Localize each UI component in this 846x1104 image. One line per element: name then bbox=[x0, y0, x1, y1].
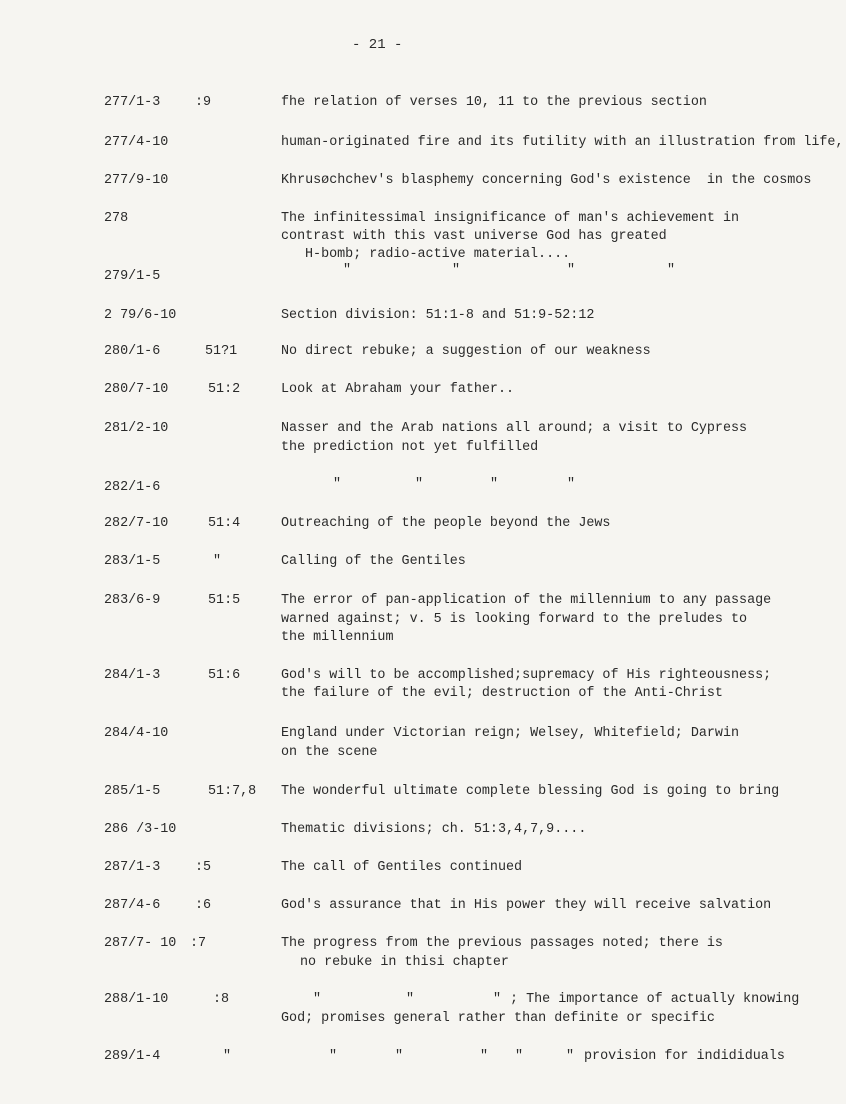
ditto-mark: " bbox=[566, 1049, 575, 1064]
verse-reference: :6 bbox=[195, 898, 212, 913]
verse-reference: :9 bbox=[195, 95, 212, 110]
note-text: God's will to be accomplished;supremacy of His righteousness; bbox=[281, 668, 772, 683]
verse-reference: " bbox=[213, 554, 222, 569]
verse-reference: 51?1 bbox=[205, 344, 238, 359]
ditto-mark: " bbox=[452, 263, 461, 278]
note-text: the millennium bbox=[281, 630, 394, 645]
verse-reference: :7 bbox=[190, 936, 207, 951]
ditto-mark: " bbox=[343, 263, 352, 278]
note-text: Outreaching of the people beyond the Jews bbox=[281, 516, 611, 531]
ditto-mark: " bbox=[567, 263, 576, 278]
page-reference: 286 /3-10 bbox=[104, 822, 177, 837]
verse-reference: 51:7,8 bbox=[208, 784, 257, 799]
note-text: No direct rebuke; a suggestion of our weakness bbox=[281, 344, 651, 359]
note-text: The progress from the previous passages noted; there is bbox=[281, 936, 723, 951]
ditto-mark: " bbox=[415, 477, 424, 492]
note-text: the failure of the evil; destruction of the Anti-Christ bbox=[281, 686, 723, 701]
ditto-mark: " bbox=[313, 992, 322, 1007]
page-reference: 282/7-10 bbox=[104, 516, 169, 531]
verse-reference: 51:6 bbox=[208, 668, 241, 683]
note-text: on the scene bbox=[281, 745, 378, 760]
verse-reference: :5 bbox=[195, 860, 212, 875]
note-text: provision for indididuals bbox=[584, 1049, 785, 1064]
note-text: Section division: 51:1-8 and 51:9-52:12 bbox=[281, 308, 595, 323]
ditto-mark: " bbox=[406, 992, 415, 1007]
page-reference: 278 bbox=[104, 211, 129, 226]
ditto-mark: " bbox=[480, 1049, 489, 1064]
page-reference: 284/1-3 bbox=[104, 668, 161, 683]
ditto-mark: " bbox=[329, 1049, 338, 1064]
page-reference: 285/1-5 bbox=[104, 784, 161, 799]
verse-reference: 51:2 bbox=[208, 382, 241, 397]
note-text: God; promises general rather than definite or specific bbox=[281, 1011, 715, 1026]
note-text: fhe relation of verses 10, 11 to the previous section bbox=[281, 95, 707, 110]
page-reference: 277/1-3 bbox=[104, 95, 161, 110]
ditto-mark: " bbox=[395, 1049, 404, 1064]
page-reference: 2 79/6-10 bbox=[104, 308, 177, 323]
note-text: no rebuke in thisi chapter bbox=[300, 955, 509, 970]
ditto-mark: " bbox=[515, 1049, 524, 1064]
note-text: Khrusøchchev's blasphemy concerning God's existence in the cosmos bbox=[281, 173, 812, 188]
page-reference: 280/1-6 bbox=[104, 344, 161, 359]
note-text: Look at Abraham your father.. bbox=[281, 382, 515, 397]
page-reference: 287/7- 10 bbox=[104, 936, 177, 951]
note-text: God's assurance that in His power they will receive salvation bbox=[281, 898, 772, 913]
note-text: The wonderful ultimate complete blessing God is going to bring bbox=[281, 784, 780, 799]
note-text: Thematic divisions; ch. 51:3,4,7,9.... bbox=[281, 822, 587, 837]
page-reference: 277/4-10 bbox=[104, 135, 169, 150]
verse-reference: 51:5 bbox=[208, 593, 241, 608]
ditto-mark: " bbox=[333, 477, 342, 492]
ditto-mark: " bbox=[567, 477, 576, 492]
page-reference: 287/4-6 bbox=[104, 898, 161, 913]
ditto-mark: " bbox=[490, 477, 499, 492]
page-reference: 284/4-10 bbox=[104, 726, 169, 741]
page-reference: 281/2-10 bbox=[104, 421, 169, 436]
page-reference: 279/1-5 bbox=[104, 269, 161, 284]
note-text: human-originated fire and its futility with an illustration from life, bbox=[281, 135, 844, 150]
note-text: Calling of the Gentiles bbox=[281, 554, 466, 569]
note-text: England under Victorian reign; Welsey, Whitefield; Darwin bbox=[281, 726, 740, 741]
note-text: Nasser and the Arab nations all around; a visit to Cypress bbox=[281, 421, 748, 436]
verse-reference: :8 bbox=[213, 992, 230, 1007]
note-text: The call of Gentiles continued bbox=[281, 860, 523, 875]
note-text: ; The importance of actually knowing bbox=[510, 992, 800, 1007]
page-reference: 287/1-3 bbox=[104, 860, 161, 875]
page-reference: 283/6-9 bbox=[104, 593, 161, 608]
note-text: H-bomb; radio-active material.... bbox=[305, 247, 571, 262]
note-text: contrast with this vast universe God has greated bbox=[281, 229, 667, 244]
page-reference: 283/1-5 bbox=[104, 554, 161, 569]
note-text: The error of pan-application of the millennium to any passage bbox=[281, 593, 772, 608]
page-reference: 277/9-10 bbox=[104, 173, 169, 188]
verse-reference: 51:4 bbox=[208, 516, 241, 531]
page-reference: 280/7-10 bbox=[104, 382, 169, 397]
note-text: the prediction not yet fulfilled bbox=[281, 440, 539, 455]
ditto-mark: " bbox=[493, 992, 502, 1007]
ditto-mark: " bbox=[667, 263, 676, 278]
note-text: The infinitessimal insignificance of man's achievement in bbox=[281, 211, 740, 226]
page-number: - 21 - bbox=[352, 37, 403, 53]
page-reference: 289/1-4 bbox=[104, 1049, 161, 1064]
page-reference: 282/1-6 bbox=[104, 480, 161, 495]
page-reference: 288/1-10 bbox=[104, 992, 169, 1007]
note-text: warned against; v. 5 is looking forward to the preludes to bbox=[281, 612, 748, 627]
verse-reference: " bbox=[223, 1049, 232, 1064]
